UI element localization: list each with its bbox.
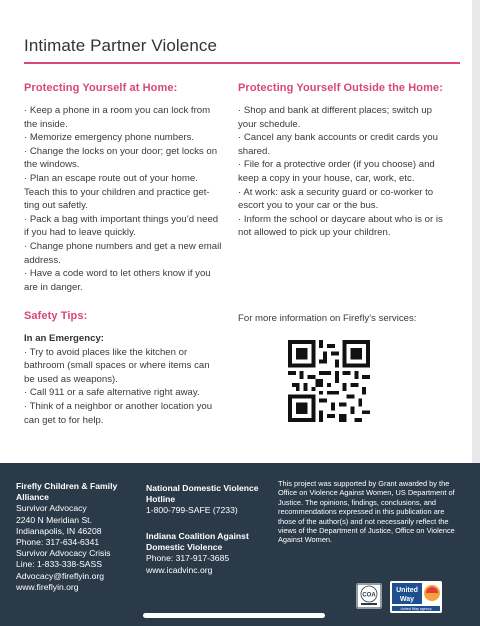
icadv-name: Indiana Coalition Against Domestic Violence [146, 531, 249, 553]
list-item: · Have a code word to let others know if you are in danger. [24, 268, 211, 293]
page-title: Intimate Partner Violence [24, 36, 218, 55]
firefly-phone: Phone: 317-634-6341 [16, 537, 100, 548]
svg-text:United Way agency: United Way agency [400, 607, 432, 611]
list-item: · Call 911 or a safe alternative right away. [24, 387, 200, 399]
firefly-name: Firefly Children & Family Alliance [16, 481, 118, 503]
list-item: · Memorize emergency phone numbers. [24, 132, 195, 144]
list-item: · Change phone numbers and get a new email address. [24, 240, 222, 266]
home-list [24, 104, 224, 294]
firefly-crisis-line: Survivor Advocacy Crisis Line: 1-833-338-SASS [16, 548, 111, 570]
firefly-contact [16, 481, 128, 593]
list-item: · Think of a neighbor or another location you can get to for help. [24, 400, 213, 426]
grant-disclaimer: This project was supported by Grant awarded by the Office on Violence Against Women, US Department of Justice. The opinions, findings, conclusions, and recommendations expressed in this publication are those of the author(s) and not necessarily reflect the views of the Department of Justice, Office on Violence Against Women. [278, 479, 455, 545]
page-edge [472, 0, 480, 470]
more-info-text: For more information on Firefly’s services: [238, 313, 417, 324]
list-item: · Plan an escape route out of your home. Teach this to your children and practice get-ting out safetly. [24, 172, 210, 212]
svg-text:Way: Way [399, 596, 415, 603]
list-item: · Cancel any bank accounts or credit cards you shared. [238, 132, 438, 157]
svg-text:United: United [396, 587, 418, 594]
list-item: · Keep a phone in a room you can lock from the inside. [24, 105, 211, 130]
icadv-website-link[interactable]: www.icadvinc.org [146, 564, 213, 575]
safety-heading: Safety Tips: [24, 310, 88, 322]
firefly-website-link[interactable]: www.fireflyin.org [16, 581, 79, 592]
list-item: · Change the locks on your door; get locks on the windows. [24, 145, 218, 171]
safety-subheading: In an Emergency: [24, 333, 104, 344]
icadv-phone: Phone: 317-917-3685 [146, 553, 230, 564]
list-item: · File for a protective order (if you choose) and keep a copy in your house, car, work, etc. [238, 159, 435, 184]
firefly-city: Indianapolis, IN 46208 [16, 525, 102, 536]
list-item: · Inform the school or daycare about who is or is not allowed to pick up your children. [238, 213, 443, 239]
footer [0, 463, 480, 626]
list-item: · Try to avoid places like the kitchen or bathroom (small spaces or where items can be used as weapons). [24, 346, 210, 385]
hotline-contact [146, 483, 266, 517]
list-item: · Pack a bag with important things you’d need if you had to leave quickly. [24, 213, 219, 239]
outside-heading: Protecting Yourself Outside the Home: [238, 82, 443, 94]
hotline-name: National Domestic Violence Hotline [146, 483, 259, 505]
hotline-phone: 1-800-799-SAFE (7233) [146, 505, 238, 516]
list-item: · Shop and bank at different places; switch up your schedule. [238, 105, 432, 130]
outside-list [238, 104, 448, 240]
qr-code[interactable] [288, 340, 370, 422]
svg-text:COA: COA [362, 592, 376, 599]
safety-list [24, 332, 220, 427]
coa-logo [356, 583, 382, 609]
title-divider [24, 62, 460, 64]
icadv-contact [146, 531, 266, 576]
united-way-logo [390, 581, 442, 613]
list-item: · At work: ask a security guard or co-worker to escort you to your car or the bus. [238, 186, 434, 212]
firefly-address: 2240 N Meridian St. [16, 514, 92, 525]
firefly-email-link[interactable]: Advocacy@fireflyin.org [16, 570, 105, 581]
home-indicator[interactable] [143, 613, 325, 618]
home-heading: Protecting Yourself at Home: [24, 82, 178, 94]
firefly-line: Survivor Advocacy [16, 503, 87, 514]
